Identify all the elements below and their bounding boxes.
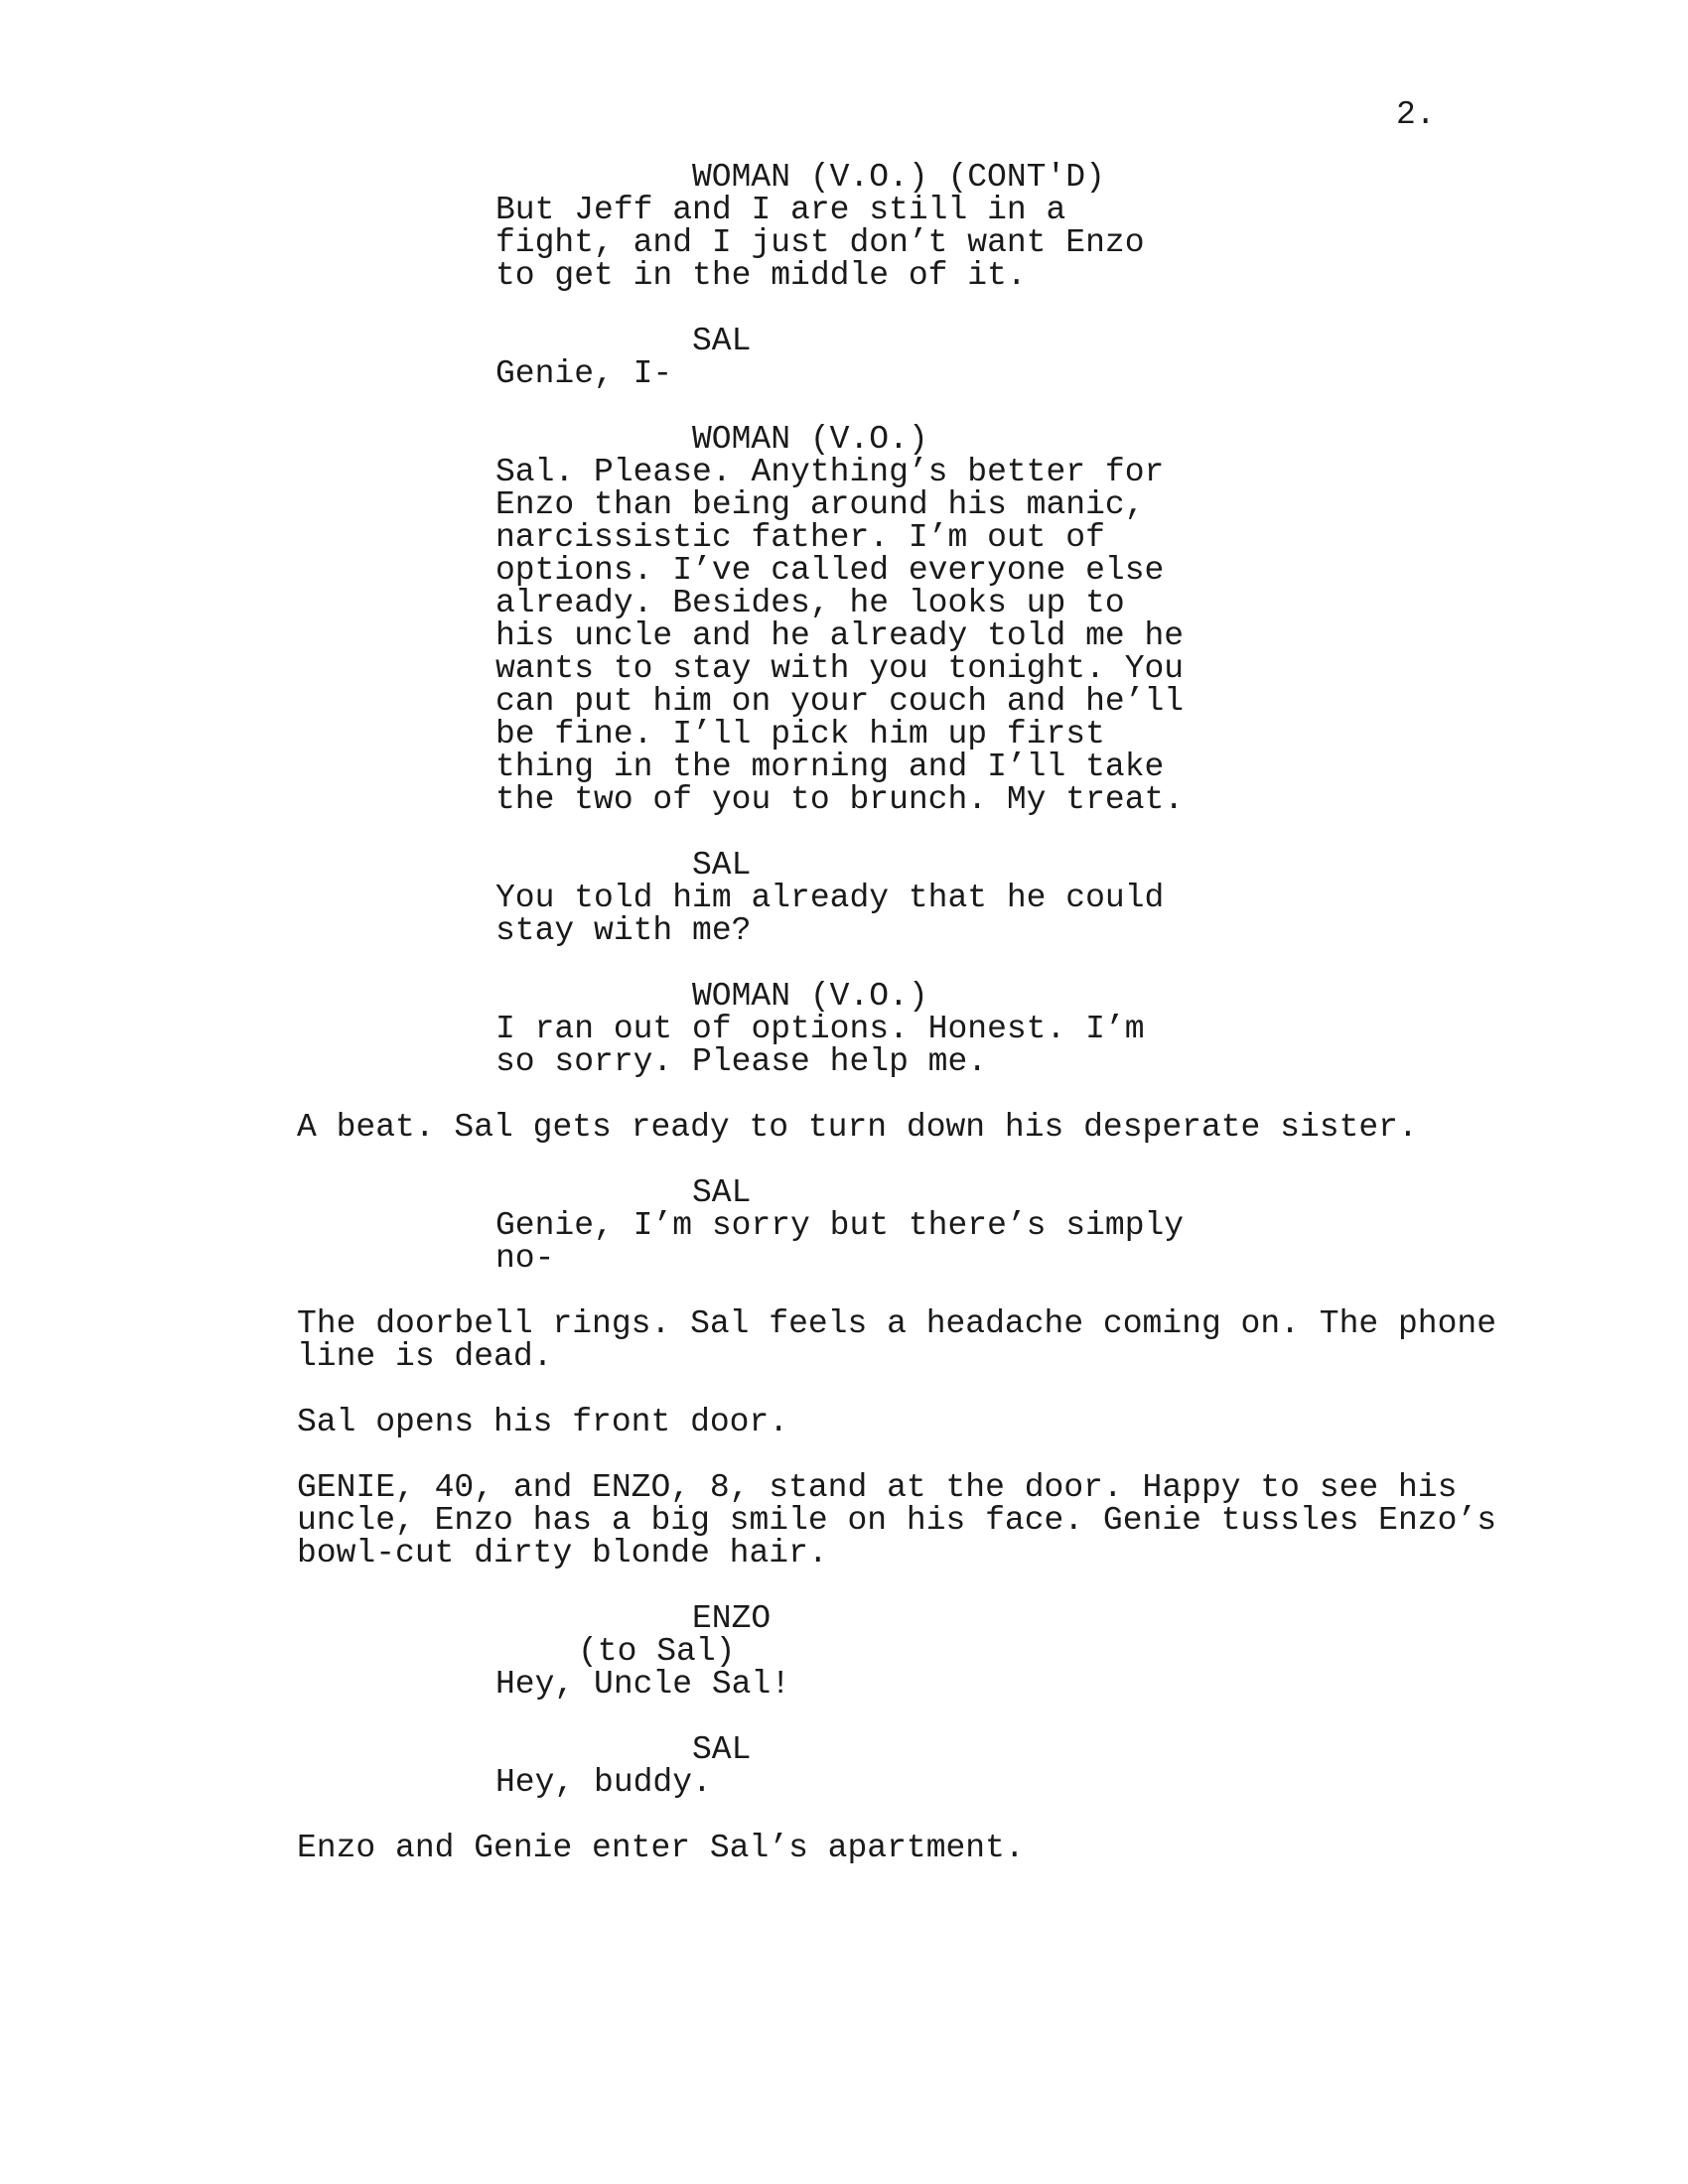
- action-line: bowl-cut dirty blonde hair.: [297, 1535, 828, 1571]
- dialogue-line: Hey, buddy.: [495, 1764, 712, 1801]
- dialogue-line: so sorry. Please help me.: [495, 1043, 988, 1080]
- character-cue: SAL: [692, 1174, 752, 1211]
- dialogue-line: his uncle and he already told me he: [495, 617, 1185, 654]
- action-line: uncle, Enzo has a big smile on his face. Genie tussles Enzo’s: [297, 1502, 1496, 1539]
- dialogue-line: You told him already that he could: [495, 880, 1165, 916]
- character-cue: SAL: [692, 847, 752, 884]
- character-cue: WOMAN (V.O.): [692, 978, 928, 1015]
- dialogue-line: wants to stay with you tonight. You: [495, 650, 1185, 687]
- action-line: Sal opens his front door.: [297, 1404, 789, 1440]
- dialogue-line: I ran out of options. Honest. I’m: [495, 1011, 1145, 1047]
- dialogue-line: no-: [495, 1240, 555, 1277]
- character-cue: SAL: [692, 1731, 752, 1768]
- dialogue-line: to get in the middle of it.: [495, 257, 1027, 294]
- dialogue-line: Genie, I’m sorry but there’s simply: [495, 1207, 1185, 1244]
- dialogue-line: Hey, Uncle Sal!: [495, 1666, 791, 1703]
- dialogue-line: fight, and I just don’t want Enzo: [495, 224, 1145, 261]
- dialogue-line: be fine. I’ll pick him up first: [495, 716, 1105, 752]
- character-cue: ENZO: [692, 1600, 772, 1637]
- dialogue-line: options. I’ve called everyone else: [495, 552, 1165, 589]
- dialogue-line: Genie, I-: [495, 355, 673, 392]
- action-line: The doorbell rings. Sal feels a headache coming on. The phone: [297, 1305, 1496, 1342]
- action-line: line is dead.: [297, 1338, 553, 1375]
- dialogue-line: Enzo than being around his manic,: [495, 486, 1145, 523]
- page-number: 2.: [1396, 96, 1436, 133]
- dialogue-line: stay with me?: [495, 912, 752, 949]
- action-line: A beat. Sal gets ready to turn down his desperate sister.: [297, 1109, 1418, 1146]
- dialogue-line: thing in the morning and I’ll take: [495, 749, 1165, 785]
- parenthetical: (to Sal): [578, 1633, 736, 1670]
- action-line: GENIE, 40, and ENZO, 8, stand at the door. Happy to see his: [297, 1469, 1458, 1506]
- character-cue: WOMAN (V.O.) (CONT'D): [692, 159, 1105, 196]
- action-line: Enzo and Genie enter Sal’s apartment.: [297, 1830, 1025, 1866]
- dialogue-line: the two of you to brunch. My treat.: [495, 781, 1185, 818]
- dialogue-line: can put him on your couch and he’ll: [495, 683, 1185, 720]
- dialogue-line: already. Besides, he looks up to: [495, 585, 1125, 621]
- dialogue-line: Sal. Please. Anything’s better for: [495, 454, 1165, 490]
- character-cue: WOMAN (V.O.): [692, 421, 928, 458]
- character-cue: SAL: [692, 323, 752, 359]
- dialogue-line: narcissistic father. I’m out of: [495, 519, 1105, 556]
- dialogue-line: But Jeff and I are still in a: [495, 192, 1066, 228]
